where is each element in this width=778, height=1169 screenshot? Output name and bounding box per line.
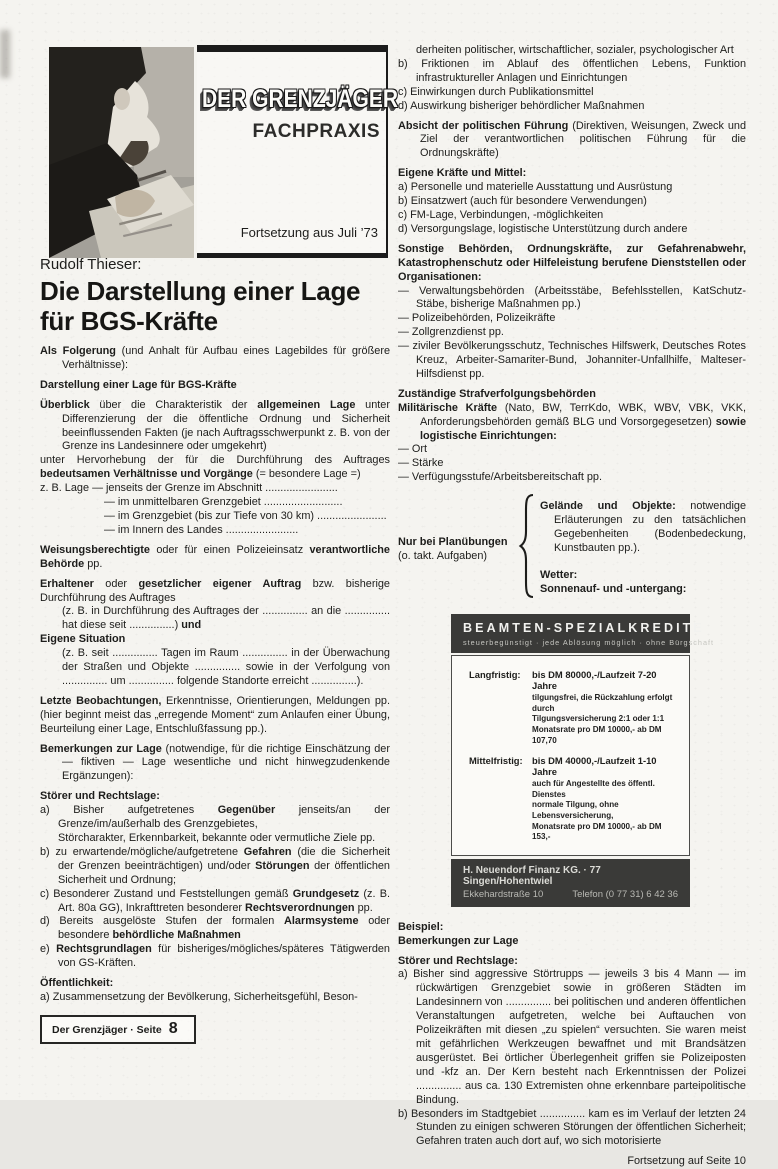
masthead-logo-wrap bbox=[197, 85, 399, 114]
ad-line: Monatsrate pro DM 10000,- ab DM 107,70 bbox=[532, 724, 662, 745]
paragraph-unter-hervorhebung: unter Hervorhebung der für die Durchführung des Auftrages bedeutsamen Verhältnisse und Vorgänge (= besondere Lage =) bbox=[40, 454, 390, 481]
ad-footer bbox=[451, 859, 690, 907]
ad-line: auch für Angestellte des öffentl. Dienstes bbox=[532, 779, 655, 799]
ad-row-label: Mittelfristig: bbox=[469, 755, 523, 767]
dash-item-verfuegungsstufe: — Verfügungsstufe/Arbeitsbereitschaft pp. bbox=[398, 471, 603, 484]
plan-uebungen-content bbox=[540, 500, 746, 596]
page-number: 8 bbox=[168, 1019, 178, 1037]
list-item-d: d) Bereits ausgelöste Stufen der formalen Alarmsysteme oder besondere behördliche Maßnahmen bbox=[40, 915, 390, 942]
plan-uebungen-label bbox=[398, 535, 514, 563]
right-column bbox=[398, 44, 746, 1169]
list-item-einsatzwert: b) Einsatzwert (auch für besondere Verwendungen) bbox=[398, 195, 647, 208]
ad-row-langfristig bbox=[469, 669, 681, 746]
heading-beispiel: Beispiel: bbox=[398, 920, 444, 933]
ad-line: Monatsrate pro DM 10000,- ab DM 153,- bbox=[532, 821, 662, 842]
list-item-personelle: a) Personelle und materielle Ausstattung und Ausrüstung bbox=[398, 181, 673, 194]
author-byline: Rudolf Thieser: bbox=[40, 256, 142, 273]
ad-phone: Telefon (0 77 31) 6 42 36 bbox=[572, 888, 678, 900]
beispiel-item-b: b) Besonders im Stadtgebiet ............... kam es im Verlauf der letzten 24 Stunden zu einigen schweren Störungen der öffentlichen Sicherheit; Gefahren traten auch dort auf, wo sich motorisierte bbox=[398, 1107, 746, 1148]
ad-address: Ekkehardstraße 10 bbox=[463, 888, 544, 900]
ad-subtitle: steuerbegünstigt · jede Ablösung möglich · ohne Bürgschaft bbox=[463, 638, 715, 648]
paragraph-sonstige-behoerden: Sonstige Behörden, Ordnungskräfte, zur Gefahrenabwehr, Katastrophenschutz oder Hilfeleistung berufene Dienststellen oder Organisationen: bbox=[398, 242, 746, 283]
ad-line-head: bis DM 80000,-/Laufzeit 7-20 Jahre bbox=[532, 669, 657, 692]
continuation-from-note: Fortsetzung aus Juli ’73 bbox=[240, 225, 378, 240]
paragraph-absicht: Absicht der politischen Führung (Direktiven, Weisungen, Zweck und Ziel der verantwortlichen politischen Führung für die Ordnungskräfte) bbox=[398, 119, 746, 160]
left-column bbox=[40, 256, 390, 1044]
page-number-box bbox=[40, 1015, 196, 1044]
list-item-a: a) Bisher aufgetretenes Gegenüber jenseits/an der Grenze/im/außerhalb des Grenzgebietes, Störcharakter, Erkennbarkeit, bekannte oder vermutliche Ziele pp. bbox=[40, 804, 391, 844]
heading-stoerer-rechtslage: Störer und Rechtslage: bbox=[40, 790, 160, 803]
list-item-fm-lage: c) FM-Lage, Verbindungen, -möglichkeiten bbox=[398, 208, 604, 221]
advertisement bbox=[451, 614, 715, 907]
curly-brace-icon bbox=[519, 493, 535, 604]
paragraph-erhaltener-beispiel: (z. B. in Durchführung des Auftrages der ............... an die ............... hat diese seit ...............) und bbox=[62, 605, 390, 632]
ad-line: normale Tilgung, ohne Lebensversicherung, bbox=[532, 800, 619, 820]
list-item-versorgungslage: d) Versorgungslage, logistische Unterstützung durch andere bbox=[398, 222, 688, 235]
ad-contact bbox=[463, 889, 678, 900]
page-footer-label: Der Grenzjäger · Seite bbox=[52, 1023, 162, 1036]
paragraph-militaerische-kraefte: Militärische Kräfte (Nato, BW, TerrKdo, WBK, WBV, VBK, VKK, Anforderungsbehörden gemäß BLG und Vorsorgegesetzen) sowie logistische Einrichtungen: bbox=[398, 401, 746, 442]
dash-item-zollgrenzdienst: — Zollgrenzdienst pp. bbox=[398, 326, 504, 339]
ad-row-lines bbox=[532, 755, 681, 843]
heading-bemerkungen-zur-lage: Bemerkungen zur Lage bbox=[398, 934, 519, 947]
list-item-oeffentlichkeit-a: a) Zusammensetzung der Bevölkerung, Sicherheitsgefühl, Beson- bbox=[40, 990, 358, 1003]
ad-title: BEAMTEN-SPEZIALKREDITE bbox=[463, 621, 705, 636]
paragraph-zb-lage: z. B. Lage — jenseits der Grenze im Abschnitt ........................ — im unmittelbaren Grenzgebiet .......................... — im Grenzgebiet (bis zur Tiefe von 30 km) ....................... — im Innern des Landes ........................ bbox=[40, 482, 387, 536]
masthead-section-label: FACHPRAXIS bbox=[252, 121, 380, 142]
list-item-e: e) Rechtsgrundlagen für bisheriges/mögliches/späteres Tätigwerden von GS-Kräften. bbox=[40, 943, 390, 970]
magazine-logo: DER GRENZJÄGER bbox=[202, 85, 399, 113]
heading-stoerer-rechtslage-2: Störer und Rechtslage: bbox=[398, 954, 518, 967]
dash-item-staerke: — Stärke bbox=[398, 457, 444, 470]
dash-item-polizeibehoerden: — Polizeibehörden, Polizeikräfte bbox=[398, 312, 556, 325]
heading-darstellung: Darstellung einer Lage für BGS-Kräfte bbox=[40, 378, 237, 391]
ad-line: Tilgungsversicherung 2:1 oder 1:1 bbox=[532, 714, 665, 724]
ad-row-label: Langfristig: bbox=[469, 669, 521, 681]
paragraph-gelaende-objekte: Gelände und Objekte: notwendige Erläuterungen zu den tatsächlichen Gegebenheiten (Bodenbedeckung, Kunstbauten pp.). bbox=[540, 500, 747, 555]
paragraph-bemerkungen-zur-lage: Bemerkungen zur Lage (notwendige, für die richtige Einschätzung der — fiktiven — Lage wesentliche und nicht hinwegzudenkende Ergänzungen): bbox=[40, 742, 390, 783]
paragraph-letzte-beobachtungen: Letzte Beobachtungen, Erkenntnisse, Orientierungen, Meldungen pp. (hier beginnt meist das „erregende Moment“ zum Anlaufen einer Übung, Beurteilung einer Lage, Entschlußfassung pp.). bbox=[40, 694, 390, 735]
paragraph-eigene-situation-beispiel: (z. B. seit ............... Tagen im Raum ............... in der Überwachung der Straßen und Objekte ............... sowie in der Verfolgung von ............... um ............... folgende Standorte erreicht ...............). bbox=[62, 647, 390, 687]
plan-label-bold: Nur bei Planübungen bbox=[398, 535, 508, 548]
continuation-note-bottom: Fortsetzung auf Seite 10 bbox=[627, 1155, 746, 1168]
heading-eigene-situation: Eigene Situation bbox=[40, 633, 126, 646]
heading-strafverfolgungsbehoerden: Zuständige Strafverfolgungsbehörden bbox=[398, 387, 596, 400]
ad-body bbox=[451, 655, 690, 856]
paragraph-weisungsberechtigte: Weisungsberechtigte oder für einen Polizeieinsatz verantwortliche Behörde pp. bbox=[40, 543, 390, 570]
paragraph-ueberblick: Überblick über die Charakteristik der allgemeinen Lage unter Differenzierung der die öffentliche Ordnung und Sicherheit beeinflussenden Fakten (je nach Auftragsschwerpunkt z. B. von der Grenze ins Landesinnere oder umgekehrt) bbox=[40, 398, 390, 453]
ad-header bbox=[451, 614, 715, 653]
ad-line: tilgungsfrei, die Rückzahlung erfolgt durch bbox=[532, 693, 673, 713]
ad-line-head: bis DM 40000,-/Laufzeit 1-10 Jahre bbox=[532, 755, 657, 778]
dash-item-verwaltungsbehoerden: — Verwaltungsbehörden (Arbeitsstäbe, Befehlsstellen, KatSchutz-Stäbe, bisherige Maßnahmen pp.) bbox=[398, 284, 746, 311]
list-item-b: b) zu erwartende/mögliche/aufgetretene Gefahren (die die Sicherheit der Grenzen beeinträchtigen) und/oder Störungen der öffentlichen Sicherheit und Ordnung; bbox=[40, 845, 390, 886]
paragraph-continuation: derheiten politischer, wirtschaftlicher, sozialer, psychologischer Art bbox=[416, 44, 734, 56]
list-item-c: c) Besonderer Zustand und Feststellungen gemäß Grundgesetz (z. B. Art. 80a GG), Inkrafttreten besonderer Rechtsverordnungen pp. bbox=[40, 887, 390, 914]
ad-row-mittelfristig bbox=[469, 755, 681, 843]
paragraph-folgerung: Als Folgerung (und Anhalt für Aufbau eines Lagebildes für größere Verhältnisse): bbox=[40, 345, 391, 371]
label-sonnenauf-untergang: Sonnenauf- und -untergang: bbox=[540, 583, 687, 595]
label-wetter: Wetter: bbox=[540, 569, 578, 582]
dash-item-bevoelkerungsschutz: — ziviler Bevölkerungsschutz, Technisches Hilfswerk, Deutsches Rotes Kreuz, Arbeiter-Samariter-Bund, Johanniter-Unfallhilfe, Malteser-Hilfsdienst pp. bbox=[398, 340, 746, 380]
dash-item-ort: — Ort bbox=[398, 443, 428, 456]
article-title: Die Darstellung einer Lage für BGS-Kräfte bbox=[40, 276, 361, 336]
ad-company: H. Neuendorf Finanz KG. · 77 Singen/Hohentwiel bbox=[463, 864, 601, 887]
masthead-title-box bbox=[197, 45, 399, 258]
scan-artifact bbox=[0, 30, 10, 78]
plan-label-normal: (o. takt. Aufgaben) bbox=[398, 549, 487, 562]
plan-uebungen-block bbox=[398, 493, 746, 604]
heading-eigene-kraefte: Eigene Kräfte und Mittel: bbox=[398, 167, 527, 180]
portrait-photo-man-writing-icon bbox=[49, 47, 194, 258]
list-item-b-friktionen: b) Friktionen im Ablauf des öffentlichen Lebens, Funktion infrastruktureller Anlagen und Einrichtungen bbox=[398, 57, 746, 84]
ad-row-lines bbox=[532, 669, 681, 746]
beispiel-item-a: a) Bisher sind aggressive Störtrupps — jeweils 3 bis 4 Mann — im rückwärtigen Grenzgebiet sowie in größeren Städten im Landesinnern von ............... bei politischen und anderen öffentlichen Veranstaltungen aufgetreten, welche bei Auftauchen von Polizeikräften mit diesen „zu spielen“ versuchten. Sie waren meist mit gefährlichen Werkzeugen bewaffnet und mit Brandsätzen ausgerüstet. Bei örtlicher Überlegenheit griffen sie Polizeiposten und -kfz an. Der Kern besteht nach Erkenntnissen der Polizei ............... aus ca. 130 Extremisten ohne erkennbare parteipolitische Bindung. bbox=[398, 968, 746, 1106]
author-photo bbox=[49, 47, 194, 258]
list-item-c-einwirkungen: c) Einwirkungen durch Publikationsmittel bbox=[398, 85, 594, 98]
paragraph-erhaltener-auftrag: Erhaltener oder gesetzlicher eigener Auftrag bzw. bisherige Durchführung des Auftrages bbox=[40, 577, 390, 604]
list-item-d-auswirkung: d) Auswirkung bisheriger behördlicher Maßnahmen bbox=[398, 99, 645, 112]
heading-oeffentlichkeit: Öffentlichkeit: bbox=[40, 977, 114, 990]
